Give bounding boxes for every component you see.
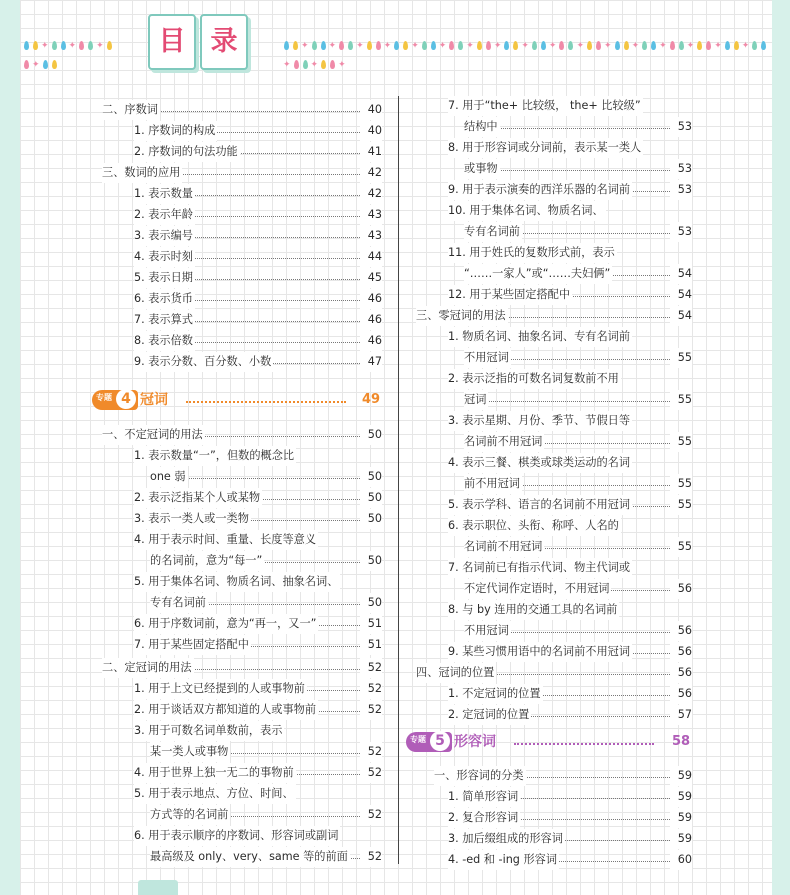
toc-entry[interactable]	[134, 121, 382, 141]
toc-entry[interactable]	[448, 850, 692, 870]
toc-entry-text: 3. 表示一类人或一类物	[134, 509, 251, 529]
toc-page-number: 54	[670, 285, 692, 305]
toc-entry-text: 8. 与 by 连用的交通工具的名词前	[448, 600, 619, 620]
drop-icon	[752, 41, 757, 50]
page-title	[128, 14, 268, 74]
drop-icon	[431, 41, 436, 50]
toc-page-number: 53	[670, 222, 692, 242]
toc-page-number: 53	[670, 180, 692, 200]
chapter-leader-dots	[514, 741, 654, 745]
chapter-title: 冠词	[140, 392, 168, 408]
toc-page-number: 59	[670, 808, 692, 828]
toc-entry[interactable]	[464, 579, 692, 599]
drop-icon	[532, 41, 537, 50]
toc-entry[interactable]	[448, 808, 692, 828]
sparkle-icon: ✦	[338, 60, 346, 70]
toc-entry[interactable]	[448, 201, 692, 221]
drop-icon	[761, 41, 766, 50]
leader-dots	[464, 399, 670, 402]
drop-icon	[321, 60, 326, 69]
sparkle-icon: ✦	[521, 41, 529, 51]
toc-page-number: 50	[360, 551, 382, 571]
toc-entry-text: 冠词	[464, 390, 488, 410]
toc-page-number: 52	[360, 763, 382, 783]
drop-icon	[24, 60, 29, 69]
toc-entry[interactable]	[134, 289, 382, 309]
sparkle-icon: ✦	[438, 41, 447, 51]
chapter-heading-4[interactable]	[92, 387, 380, 413]
toc-page-number: 59	[670, 766, 692, 786]
toc-page-number: 59	[670, 787, 692, 807]
toc-page-number: 50	[360, 509, 382, 529]
toc-page-number: 47	[360, 352, 382, 372]
column-divider	[398, 96, 399, 864]
toc-entry[interactable]	[464, 348, 692, 368]
drop-icon	[422, 41, 427, 50]
toc-entry-text: 2. 表示泛指的可数名词复数前不用	[448, 369, 621, 389]
chapter-number: 4	[116, 389, 136, 409]
toc-entry[interactable]	[134, 268, 382, 288]
toc-page-number: 46	[360, 331, 382, 351]
toc-entry[interactable]	[134, 446, 382, 466]
toc-entry[interactable]	[150, 742, 382, 762]
toc-entry-text: 8. 用于形容词或分词前，表示某一类人	[448, 138, 643, 158]
sparkle-icon: ✦	[466, 41, 474, 51]
toc-entry[interactable]	[102, 163, 382, 183]
grid-paper-sheet	[20, 0, 772, 895]
toc-page-number: 45	[360, 268, 382, 288]
toc-entry-text: 2. 用于谈话双方都知道的人或事物前	[134, 700, 318, 720]
toc-entry[interactable]	[102, 425, 382, 445]
toc-entry[interactable]	[464, 159, 692, 179]
drop-icon	[734, 41, 739, 50]
toc-entry[interactable]	[134, 572, 382, 592]
drop-icon	[642, 41, 647, 50]
chapter-number: 5	[430, 731, 450, 751]
toc-page-number: 42	[360, 163, 382, 183]
toc-page-number: 50	[360, 425, 382, 445]
toc-page-number: 54	[670, 306, 692, 326]
toc-page-number: 57	[670, 705, 692, 725]
toc-entry-text: 3. 表示星期、月份、季节、节假日等	[448, 411, 632, 431]
drop-icon	[79, 41, 84, 50]
toc-entry[interactable]	[134, 530, 382, 550]
toc-page-number: 56	[670, 621, 692, 641]
sparkle-icon: ✦	[548, 41, 557, 51]
toc-page-number: 41	[360, 142, 382, 162]
toc-entry-text: 1. 不定冠词的位置	[448, 684, 543, 704]
toc-page-number: 52	[360, 700, 382, 720]
toc-page-number: 53	[670, 117, 692, 137]
sparkle-icon: ✦	[631, 41, 640, 51]
sparkle-icon: ✦	[714, 41, 722, 51]
toc-entry[interactable]	[464, 264, 692, 284]
toc-entry-text: 3. 用于可数名词单数前，表示	[134, 721, 284, 741]
toc-entry[interactable]	[134, 763, 382, 783]
toc-entry-text: 8. 表示倍数	[134, 331, 195, 351]
toc-entry-text: 4. 表示时刻	[134, 247, 195, 267]
toc-entry[interactable]	[134, 488, 382, 508]
drop-icon	[559, 41, 564, 50]
chapter-badge	[92, 390, 138, 410]
toc-entry[interactable]	[448, 642, 692, 662]
toc-entry-text: 2. 定冠词的位置	[448, 705, 531, 725]
toc-entry[interactable]	[464, 432, 692, 452]
toc-entry[interactable]	[434, 766, 692, 786]
toc-entry[interactable]	[448, 516, 692, 536]
toc-page-number: 51	[360, 614, 382, 634]
sparkle-icon: ✦	[32, 60, 40, 70]
toc-page-number: 52	[360, 742, 382, 762]
toc-entry[interactable]	[134, 226, 382, 246]
toc-entry-text: 7. 名词前已有指示代词、物主代词或	[448, 558, 632, 578]
drop-icon	[513, 41, 518, 50]
sparkle-icon: ✦	[301, 41, 309, 51]
toc-entry[interactable]	[464, 222, 692, 242]
sparkle-icon: ✦	[659, 41, 667, 51]
toc-entry[interactable]	[448, 96, 692, 116]
title-char-box: 目	[148, 14, 196, 70]
toc-entry[interactable]	[448, 453, 692, 473]
toc-entry[interactable]	[448, 705, 692, 725]
drop-icon	[486, 41, 491, 50]
toc-page-number: 56	[670, 663, 692, 683]
drop-icon	[679, 41, 684, 50]
drop-icon	[403, 41, 408, 50]
toc-entry-text: 不定代词作定语时，不用冠词	[464, 579, 611, 599]
toc-entry[interactable]	[102, 100, 382, 120]
toc-entry-text: 4. 表示三餐、棋类或球类运动的名词	[448, 453, 632, 473]
toc-page-number: 60	[670, 850, 692, 870]
toc-entry[interactable]	[448, 138, 692, 158]
chapter-heading-5[interactable]	[406, 729, 696, 755]
chapter-badge	[406, 732, 452, 752]
toc-entry-text: 12. 用于某些固定搭配中	[448, 285, 572, 305]
drop-icon	[52, 41, 57, 50]
toc-entry-text: 结构中	[464, 117, 500, 137]
chapter-badge-tag: 专题	[410, 735, 426, 744]
toc-page-number: 44	[360, 247, 382, 267]
drop-icon	[284, 41, 289, 50]
toc-entry-text: 二、序数词	[102, 100, 160, 120]
toc-page-number: 40	[360, 121, 382, 141]
toc-entry-text: 9. 表示分数、百分数、小数	[134, 352, 273, 372]
toc-entry-text: 的名词前，意为“每一”	[150, 551, 264, 571]
toc-entry[interactable]	[134, 310, 382, 330]
sparkle-icon: ✦	[604, 41, 612, 51]
toc-page-number: 56	[670, 579, 692, 599]
toc-entry[interactable]	[134, 352, 382, 372]
toc-entry-text: 专有名词前	[464, 222, 522, 242]
toc-entry-text: 名词前不用冠词	[464, 537, 544, 557]
toc-entry-text: 或事物	[464, 159, 500, 179]
toc-entry-text: 一、形容词的分类	[434, 766, 526, 786]
sparkle-icon: ✦	[686, 41, 695, 51]
toc-entry[interactable]	[134, 826, 382, 846]
sparkle-icon: ✦	[68, 41, 77, 51]
toc-entry-text: 7. 用于某些固定搭配中	[134, 635, 251, 655]
drop-icon	[312, 41, 317, 50]
toc-entry-text: 最高级及 only、very、same 等的前面	[150, 847, 350, 867]
sparkle-icon: ✦	[96, 41, 104, 51]
toc-entry-text: 2. 复合形容词	[448, 808, 520, 828]
toc-entry[interactable]	[464, 117, 692, 137]
chapter-leader-dots	[186, 399, 346, 403]
toc-entry[interactable]	[448, 829, 692, 849]
drop-icon	[670, 41, 675, 50]
toc-entry[interactable]	[416, 306, 692, 326]
toc-entry-text: 5. 表示日期	[134, 268, 195, 288]
toc-page-number: 40	[360, 100, 382, 120]
toc-entry[interactable]	[448, 600, 692, 620]
toc-entry[interactable]	[448, 369, 692, 389]
drop-icon	[339, 41, 344, 50]
chapter-page-number: 49	[362, 392, 381, 407]
toc-page-number: 43	[360, 226, 382, 246]
toc-entry[interactable]	[134, 700, 382, 720]
toc-page-number: 55	[670, 348, 692, 368]
drop-icon	[367, 41, 372, 50]
toc-entry[interactable]	[448, 180, 692, 200]
drop-icon	[624, 41, 629, 50]
sparkle-icon: ✦	[411, 41, 419, 51]
toc-entry[interactable]	[448, 285, 692, 305]
drop-icon	[706, 41, 711, 50]
drop-icon	[33, 41, 38, 50]
toc-page-number: 50	[360, 593, 382, 613]
drop-icon	[294, 60, 299, 69]
toc-entry-text: 名词前不用冠词	[464, 432, 544, 452]
drop-icon	[449, 41, 454, 50]
drop-icon	[477, 41, 482, 50]
toc-entry[interactable]	[134, 331, 382, 351]
toc-page-number: 50	[360, 488, 382, 508]
sparkle-icon: ✦	[741, 41, 750, 51]
toc-entry-text: 9. 某些习惯用语中的名词前不用冠词	[448, 642, 632, 662]
toc-page-number: 46	[360, 289, 382, 309]
toc-entry[interactable]	[134, 635, 382, 655]
toc-entry[interactable]	[134, 614, 382, 634]
toc-entry[interactable]	[134, 142, 382, 162]
toc-entry-text: 6. 表示货币	[134, 289, 195, 309]
toc-entry-text: 三、数词的应用	[102, 163, 182, 183]
drop-icon	[725, 41, 730, 50]
drop-icon	[651, 41, 656, 50]
toc-page-number: 51	[360, 635, 382, 655]
toc-page-number: 52	[360, 847, 382, 867]
toc-page-number: 46	[360, 310, 382, 330]
toc-entry[interactable]	[134, 205, 382, 225]
toc-entry[interactable]	[134, 509, 382, 529]
toc-entry-text: 6. 表示职位、头衔、称呼、人名的	[448, 516, 621, 536]
toc-entry[interactable]	[448, 495, 692, 515]
toc-entry-text: 1. 用于上文已经提到的人或事物前	[134, 679, 307, 699]
toc-entry[interactable]	[464, 474, 692, 494]
toc-entry-text: 1. 序数词的构成	[134, 121, 217, 141]
toc-page-number: 53	[670, 159, 692, 179]
toc-entry-text: 9. 用于表示演奏的西洋乐器的名词前	[448, 180, 632, 200]
drop-icon	[293, 41, 298, 50]
toc-entry-text: “……一家人”或“……夫妇俩”	[464, 264, 612, 284]
toc-page-number: 55	[670, 495, 692, 515]
drop-icon	[303, 60, 308, 69]
toc-entry-text: 2. 表示年龄	[134, 205, 195, 225]
drop-icon	[541, 41, 546, 50]
chapter-page-number: 58	[672, 734, 691, 749]
drop-icon	[568, 41, 573, 50]
toc-entry[interactable]	[150, 551, 382, 571]
toc-entry-text: 不用冠词	[464, 348, 511, 368]
drop-icon	[587, 41, 592, 50]
toc-entry[interactable]	[134, 184, 382, 204]
drop-icon	[376, 41, 381, 50]
toc-entry[interactable]	[416, 663, 692, 683]
toc-entry[interactable]	[448, 327, 692, 347]
toc-entry-text: 5. 用于表示地点、方位、时间、	[134, 784, 296, 804]
toc-entry-text: 6. 用于序数词前，意为“再一，又一”	[134, 614, 318, 634]
toc-page-number: 55	[670, 432, 692, 452]
toc-entry-text: 7. 用于“the+ 比较级， the+ 比较级”	[448, 96, 643, 116]
toc-page-number: 56	[670, 642, 692, 662]
toc-entry[interactable]	[448, 411, 692, 431]
toc-entry-text: 1. 表示数量	[134, 184, 195, 204]
toc-entry-text: 2. 序数词的句法功能	[134, 142, 240, 162]
toc-entry-text: 一、不定冠词的用法	[102, 425, 205, 445]
toc-entry-text: 二、定冠词的用法	[102, 658, 194, 678]
toc-entry[interactable]	[134, 784, 382, 804]
toc-page-number: 56	[670, 684, 692, 704]
toc-entry[interactable]	[464, 621, 692, 641]
toc-entry[interactable]	[134, 679, 382, 699]
toc-entry-text: 三、零冠词的用法	[416, 306, 508, 326]
decorative-ribbon-right	[282, 38, 770, 70]
toc-page-number: 42	[360, 184, 382, 204]
drop-icon	[394, 41, 399, 50]
sparkle-icon: ✦	[576, 41, 585, 51]
sparkle-icon: ✦	[383, 41, 392, 51]
drop-icon	[348, 41, 353, 50]
toc-page-number: 43	[360, 205, 382, 225]
drop-icon	[61, 41, 66, 50]
toc-entry[interactable]	[134, 721, 382, 741]
toc-entry[interactable]	[150, 805, 382, 825]
toc-page-number: 52	[360, 805, 382, 825]
toc-entry[interactable]	[448, 787, 692, 807]
toc-entry-text: 3. 加后缀组成的形容词	[448, 829, 565, 849]
toc-entry[interactable]	[448, 243, 692, 263]
toc-entry[interactable]	[134, 247, 382, 267]
toc-page-number: 52	[360, 658, 382, 678]
toc-entry[interactable]	[150, 467, 382, 487]
toc-page-number: 54	[670, 264, 692, 284]
toc-entry-text: 某一类人或事物	[150, 742, 230, 762]
toc-page-number: 55	[670, 390, 692, 410]
toc-entry-text: 前不用冠词	[464, 474, 522, 494]
drop-icon	[596, 41, 601, 50]
toc-entry[interactable]	[150, 593, 382, 613]
toc-entry-text: 5. 用于集体名词、物质名词、抽象名词、	[134, 572, 340, 592]
drop-icon	[88, 41, 93, 50]
toc-entry[interactable]	[102, 658, 382, 678]
sparkle-icon: ✦	[310, 60, 319, 70]
drop-icon	[330, 60, 335, 69]
toc-entry[interactable]	[464, 537, 692, 557]
toc-page-number: 50	[360, 467, 382, 487]
toc-entry[interactable]	[448, 558, 692, 578]
toc-entry-text: 4. 用于世界上独一无二的事物前	[134, 763, 296, 783]
toc-entry-text: 4. -ed 和 -ing 形容词	[448, 850, 559, 870]
chapter-title: 形容词	[454, 734, 496, 750]
drop-icon	[697, 41, 702, 50]
drop-icon	[321, 41, 326, 50]
toc-entry-text: 2. 表示泛指某个人或某物	[134, 488, 262, 508]
toc-page-number: 55	[670, 537, 692, 557]
drop-icon	[52, 60, 57, 69]
toc-entry-text: 7. 表示算式	[134, 310, 195, 330]
footer-tab	[138, 880, 178, 895]
toc-entry-text: 3. 表示编号	[134, 226, 195, 246]
sparkle-icon: ✦	[356, 41, 364, 51]
toc-entry-text: 专有名词前	[150, 593, 208, 613]
drop-icon	[458, 41, 463, 50]
sparkle-icon: ✦	[493, 41, 502, 51]
toc-entry[interactable]	[464, 390, 692, 410]
toc-entry-text: one 弱	[150, 467, 188, 487]
toc-entry-text: 6. 用于表示顺序的序数词、形容词或副词	[134, 826, 340, 846]
toc-page-number: 59	[670, 829, 692, 849]
sparkle-icon: ✦	[328, 41, 337, 51]
toc-entry-text: 11. 用于姓氏的复数形式前，表示	[448, 243, 617, 263]
toc-entry-text: 方式等的名词前	[150, 805, 230, 825]
decorative-ribbon-left	[22, 38, 122, 70]
drop-icon	[615, 41, 620, 50]
sparkle-icon: ✦	[283, 60, 291, 70]
toc-entry-text: 10. 用于集体名词、物质名词、	[448, 201, 606, 221]
sparkle-icon: ✦	[41, 41, 49, 51]
toc-entry-text: 1. 简单形容词	[448, 787, 520, 807]
toc-entry[interactable]	[448, 684, 692, 704]
toc-entry-text: 四、冠词的位置	[416, 663, 496, 683]
title-char-box: 录	[200, 14, 248, 70]
toc-entry-text: 5. 表示学科、语言的名词前不用冠词	[448, 495, 632, 515]
toc-entry-text: 1. 物质名词、抽象名词、专有名词前	[448, 327, 632, 347]
drop-icon	[43, 60, 48, 69]
drop-icon	[107, 41, 112, 50]
toc-entry-text: 4. 用于表示时间、重量、长度等意义	[134, 530, 318, 550]
toc-page-number: 55	[670, 474, 692, 494]
toc-entry-text: 1. 表示数量“一”，但数的概念比	[134, 446, 296, 466]
drop-icon	[504, 41, 509, 50]
chapter-badge-tag: 专题	[96, 393, 112, 402]
toc-entry-text: 不用冠词	[464, 621, 511, 641]
toc-entry[interactable]	[150, 847, 382, 867]
toc-page-number: 52	[360, 679, 382, 699]
drop-icon	[24, 41, 29, 50]
